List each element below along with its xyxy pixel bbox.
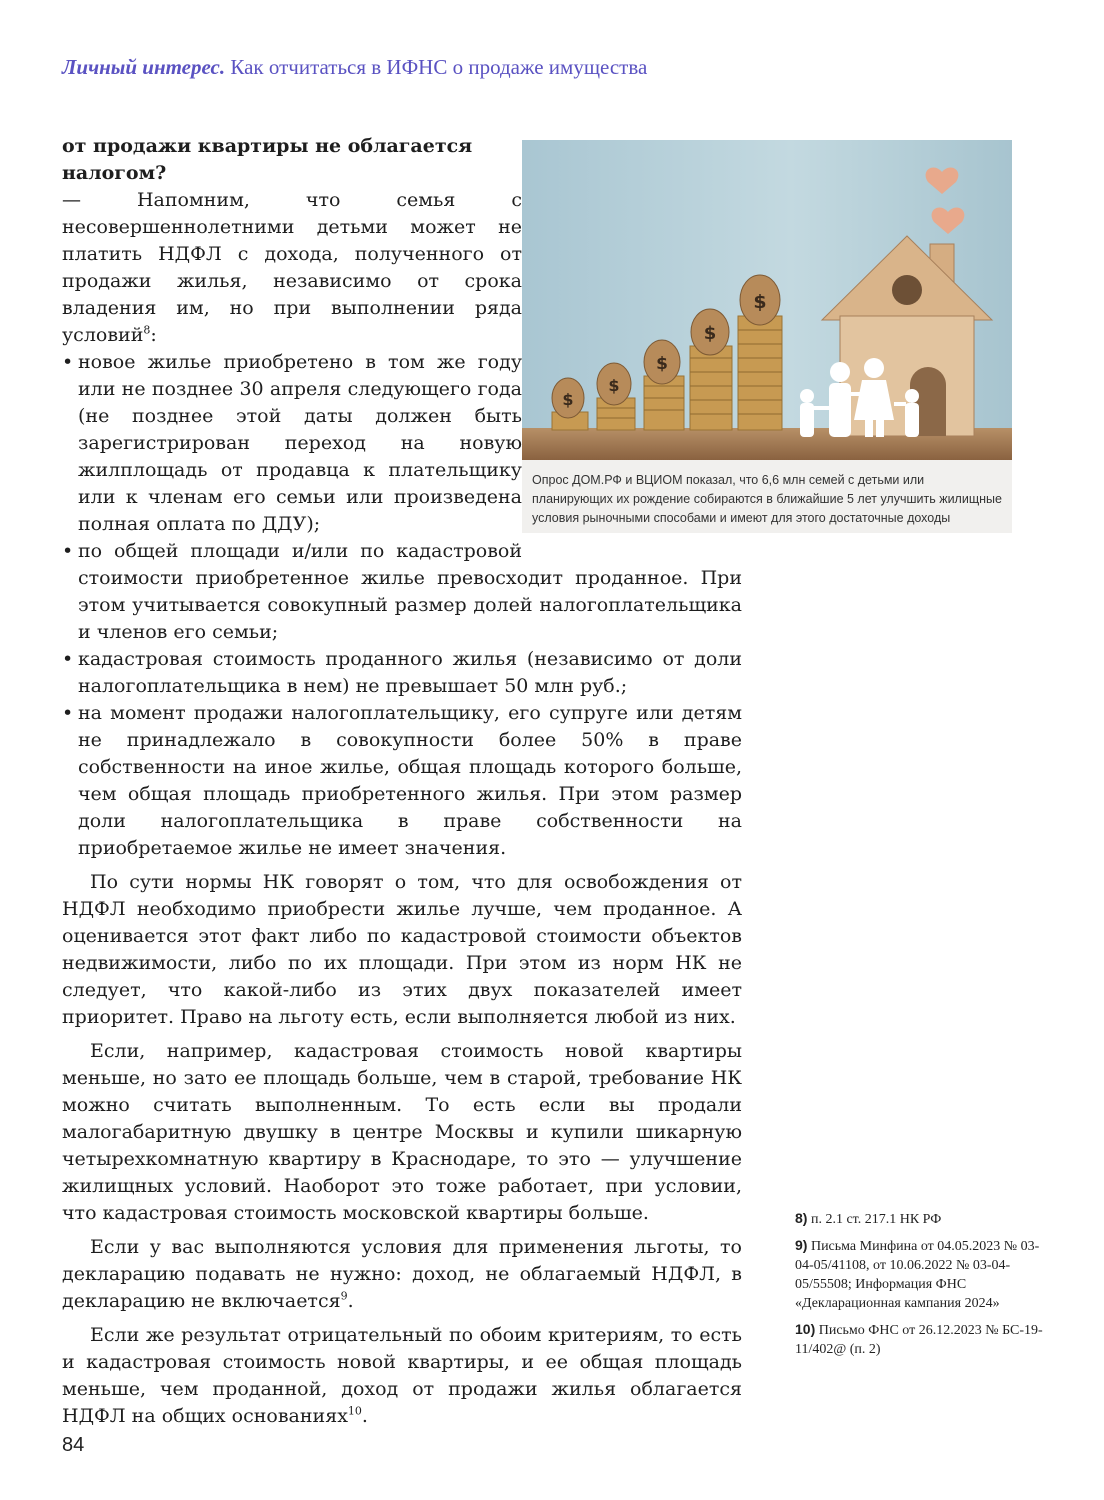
figure-caption: Опрос ДОМ.РФ и ВЦИОМ показал, что 6,6 млн семей с детьми или планирующих их рождение собираются в ближайшие 5 лет улучшить жилищные условия рыночными способами и имеют для этого достаточные доходы [532,473,1002,525]
figure [522,140,1012,533]
body-paragraph: Если же результат отрицательный по обоим критериям, то есть и кадастровая стоимость новой квартиры, и ее общая площадь меньше, чем проданной, доход от продажи жилья облагается НДФЛ на общих основаниях$^{10}$. [62,1324,742,1427]
footnote-ref-9: 9 [340,1289,348,1303]
condition-item: • кадастровая стоимость проданного жилья (независимо от доли налогоплательщика в нем) не превышает 50 млн руб.; [62,646,742,700]
body-paragraph: Если у вас выполняются условия для применения льготы, то декларацию подавать не нужно: доход, не облагаемый НДФЛ, в декларацию не включается$^9$. [62,1236,742,1312]
condition-item: • на момент продажи налогоплательщику, его супруге или детям не принадлежало в совокупности более 50% в праве собственности на иное жилье, общая площадь которого больше, чем общая площадь приобретенного жилья. При этом размер доли налогоплательщика в праве собственности на приобретаемое жилье не имеет значения. [62,700,742,862]
condition-item: • по общей площади и/или по кадастровой стоимости приобретенное жилье превосходит проданное. При этом учитывается совокупный размер долей налогоплательщика и членов его семьи; [62,538,742,646]
footnote-10: 10) Письмо ФНС от 26.12.2023 № БС-19-11/402@ (п. 2) [795,1321,1043,1357]
svg-text:$: $ [703,323,717,344]
house-family-coins-photo [522,140,1012,460]
footnote-ref-8: 8 [143,323,151,337]
footnote-8: 8) п. 2.1 ст. 217.1 НК РФ [795,1210,942,1227]
svg-text:$: $ [753,291,767,313]
footnote-ref-10: 10 [347,1404,362,1418]
body-paragraph: По сути нормы НК говорят о том, что для освобождения от НДФЛ необходимо приобрести жилье лучше, чем проданное. А оценивается этот факт либо по кадастровой стоимости объектов недвижимости, либо по их площади. При этом из норм НК не следует, что какой-либо из этих двух показателей имеет приоритет. Право на льготу есть, если выполняется любой из них. [62,871,742,1028]
svg-text:$: $ [608,376,620,395]
page-number: 84 [62,1434,85,1456]
svg-text:$: $ [562,390,574,409]
running-header [62,52,1042,82]
header-series: Личный интерес. [62,55,226,79]
header-title: Как отчитаться в ИФНС о продаже имущества [230,55,648,79]
question-heading: от продажи квартиры не облагается налогом? [62,135,473,184]
svg-text:$: $ [656,354,668,374]
intro-paragraph: — Напомним, что семья с несовершеннолетними детьми может не платить НДФЛ с дохода, полученного от продажи жилья, независимо от срока владения им, но при выполнении ряда условий$^8$: [62,189,522,346]
body-paragraph: Если, например, кадастровая стоимость новой квартиры меньше, но зато ее площадь больше, чем в старой, требование НК можно считать выполненным. То есть если вы продали малогабаритную двушку в центре Москвы и купили шикарную четырехкомнатную квартиру в Краснодаре, то это — улучшение жилищных условий. Наоборот это тоже работает, при условии, что кадастровая стоимость московской квартиры больше. [62,1040,742,1224]
footnotes [795,1209,1045,1366]
condition-item: • новое жилье приобретено в том же году или не позднее 30 апреля следующего года (не позднее этой даты должен быть зарегистрирован переход на новую жилплощадь от продавца к плательщику или к членам его семьи или произведена полная оплата по ДДУ); [62,349,742,538]
footnote-9: 9) Письма Минфина от 04.05.2023 № 03-04-05/41108, от 10.06.2022 № 03-04-05/55508; Информация ФНС «Декларационная кампания 2024» [795,1237,1040,1311]
